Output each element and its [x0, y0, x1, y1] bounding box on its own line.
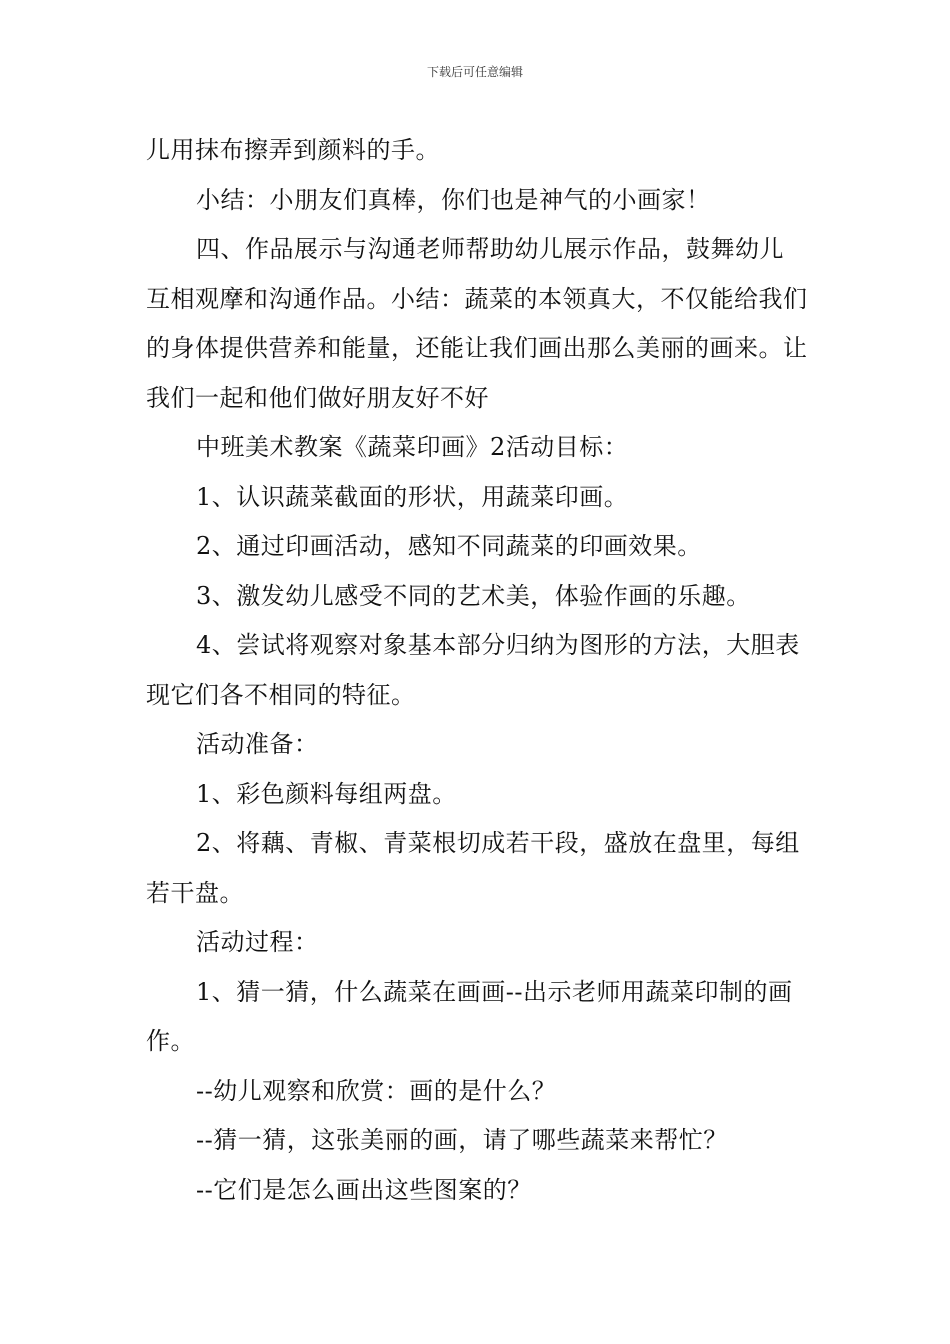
- paragraph-15: --猜一猜，这张美丽的画，请了哪些蔬菜来帮忙？: [196, 1126, 728, 1154]
- paragraph-5: 1、认识蔬菜截面的形状，用蔬菜印画。: [196, 482, 629, 511]
- paragraph-16: --它们是怎么画出这些图案的？: [196, 1175, 532, 1204]
- paragraph-13: 1、猜一猜，什么蔬菜在画画--出示老师用蔬菜印制的画作。: [146, 977, 793, 1055]
- paragraph-6: 2、通过印画活动，感知不同蔬菜的印画效果。: [196, 532, 702, 560]
- paragraph-1: 儿用抹布擦弄到颜料的手。: [146, 136, 440, 164]
- page-header: 下载后可任意编辑: [426, 65, 523, 79]
- paragraph-12: 活动过程：: [196, 928, 319, 956]
- paragraph-8: 4、尝试将观察对象基本部分归纳为图形的方法，大胆表现它们各不相同的特征。: [146, 631, 800, 709]
- paragraph-3: 四、作品展示与沟通老师帮助幼儿展示作品，鼓舞幼儿互相观摩和沟通作品。小结：蔬菜的本领真大，不仅能给我们的身体提供营养和能量，还能让我们画出那么美丽的画来。让我们一起和他们做好朋友好不好: [146, 235, 808, 412]
- paragraph-11: 2、将藕、青椒、青菜根切成若干段，盛放在盘里，每组若干盘。: [146, 829, 800, 907]
- document-body: [146, 126, 808, 1215]
- paragraph-9: 活动准备：: [196, 730, 319, 758]
- paragraph-4: 中班美术教案《蔬菜印画》2活动目标：: [196, 433, 629, 461]
- paragraph-2: 小结：小朋友们真棒，你们也是神气的小画家！: [196, 185, 711, 214]
- paragraph-7: 3、激发幼儿感受不同的艺术美，体验作画的乐趣。: [196, 581, 751, 610]
- paragraph-14: --幼儿观察和欣赏：画的是什么？: [196, 1076, 557, 1105]
- paragraph-10: 1、彩色颜料每组两盘。: [196, 779, 457, 808]
